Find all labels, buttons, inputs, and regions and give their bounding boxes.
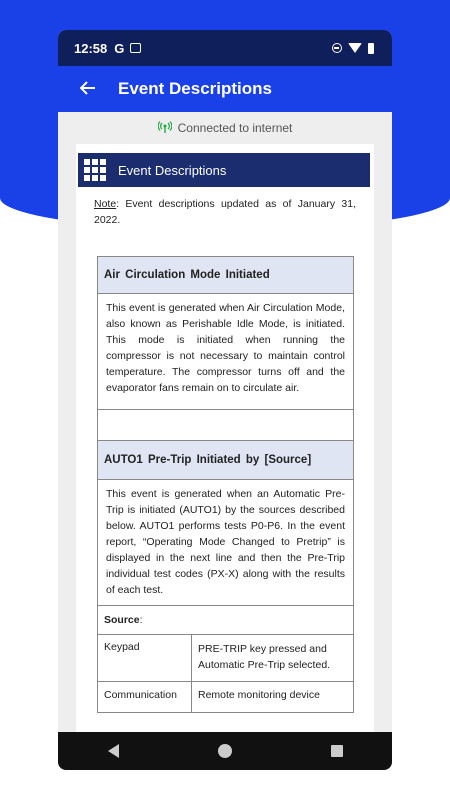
- source-detail-cell: Remote monitoring device: [198, 689, 320, 701]
- event-description-text: This event is generated when Air Circulation Mode, also known as Perishable Idle Mode, is initiated. This mode is initiated when running the compressor is not necessary to maintain control temperature. The compressor turns off and the evaporator fans remain on to circulate air.: [106, 302, 345, 394]
- antenna-icon: [158, 121, 172, 136]
- connection-status: [58, 112, 392, 144]
- source-colon: :: [139, 614, 143, 626]
- event-title-row: [98, 256, 353, 294]
- phone-screen: [58, 30, 392, 770]
- content-area: [58, 112, 392, 732]
- events-table: [97, 256, 354, 713]
- event-title: AUTO1 Pre-Trip Initiated by [Source]: [104, 454, 312, 466]
- source-row: [98, 682, 353, 713]
- source-label-row: [98, 606, 353, 635]
- source-row: [98, 635, 353, 682]
- app-bar: [58, 66, 392, 112]
- arrow-left-icon[interactable]: [58, 78, 118, 101]
- do-not-disturb-icon: [332, 43, 342, 53]
- event-description: [98, 480, 353, 606]
- section-header: [78, 153, 370, 187]
- grid-menu-icon[interactable]: [84, 159, 106, 181]
- status-bar: [58, 30, 392, 66]
- event-description-text: This event is generated when an Automatic Pre-Trip is initiated (AUTO1) by the sources described below. AUTO1 performs tests P0-P6. In the event report, “Operating Mode Changed to Pretrip” is displayed in the next line and then the Pre-Trip individual test codes (PX-X) along with the results of each test.: [106, 488, 345, 596]
- note-text: [94, 196, 356, 228]
- source-name-cell: Keypad: [98, 635, 192, 681]
- spacer-row: [98, 410, 353, 441]
- status-time: 12:58: [74, 40, 108, 56]
- navigation-bar: [58, 732, 392, 770]
- home-nav-icon[interactable]: [218, 744, 232, 758]
- event-description: [98, 294, 353, 410]
- event-title: Air Circulation Mode Initiated: [104, 269, 270, 281]
- calendar-icon: [130, 43, 141, 53]
- status-icons: [332, 43, 374, 54]
- page-title: Event Descriptions: [118, 79, 272, 98]
- source-detail-cell: PRE-TRIP key pressed and Automatic Pre-Trip selected.: [198, 643, 331, 671]
- back-nav-icon[interactable]: [108, 744, 119, 758]
- recents-nav-icon[interactable]: [331, 745, 343, 757]
- note-label: Note: [94, 198, 117, 210]
- section-title: Event Descriptions: [118, 162, 227, 178]
- wifi-icon: [348, 43, 362, 53]
- google-icon: G: [114, 40, 125, 56]
- battery-icon: [368, 43, 374, 54]
- source-label: Source: [104, 614, 140, 626]
- event-title-row: [98, 441, 353, 480]
- source-name-cell: Communication: [98, 682, 192, 712]
- note-body: : Event descriptions updated as of January 31, 2022.: [94, 198, 356, 226]
- connection-text: Connected to internet: [177, 121, 293, 135]
- content-card: [76, 144, 374, 732]
